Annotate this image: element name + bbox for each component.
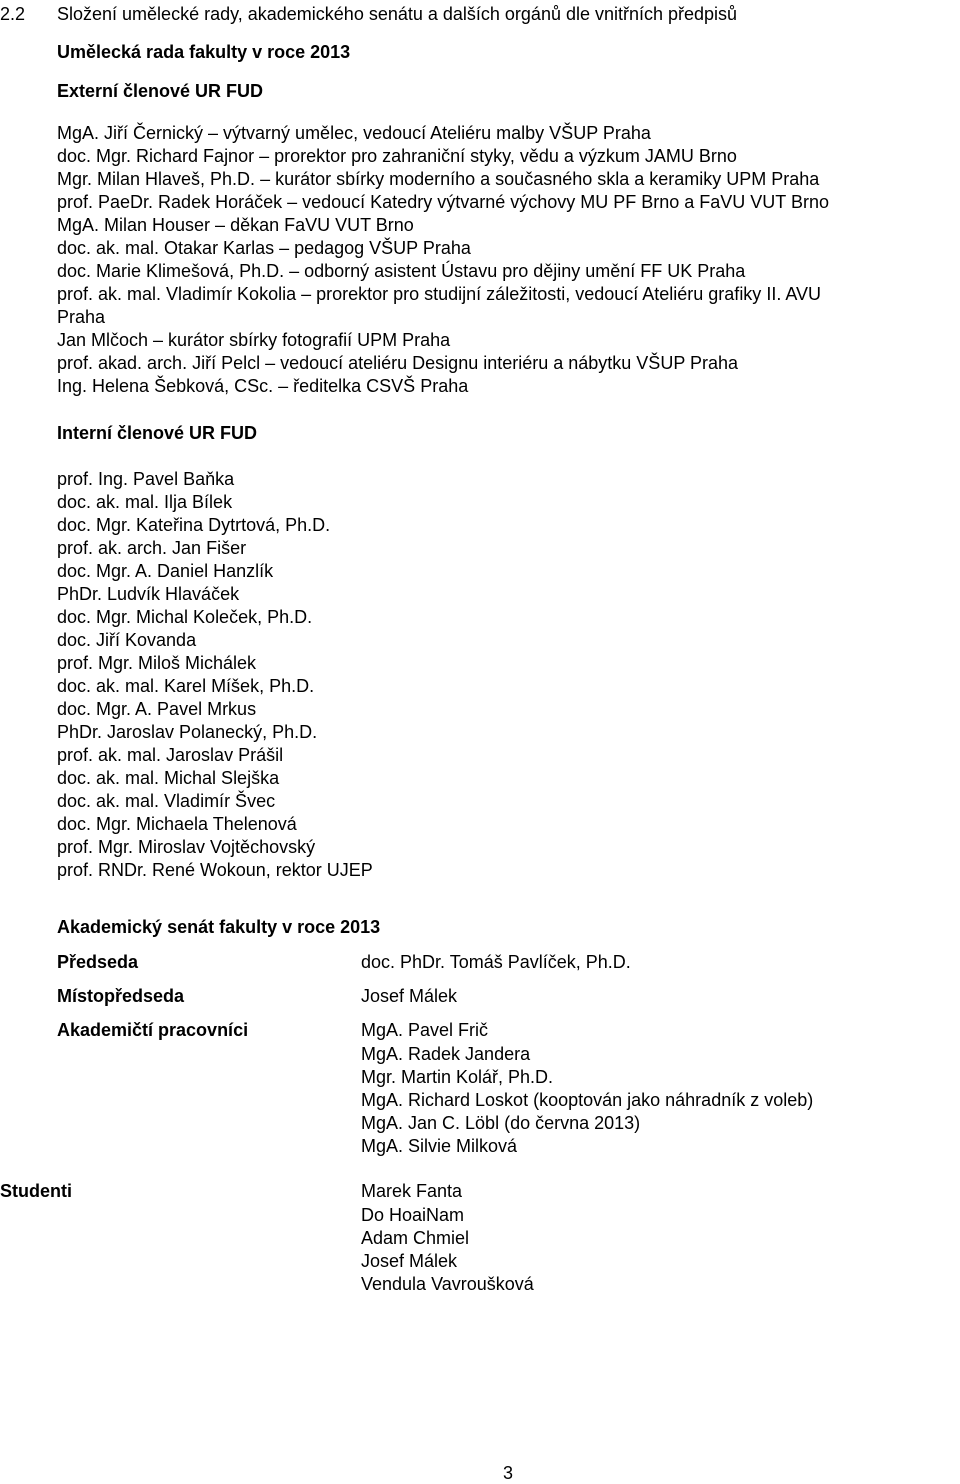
external-member-line: Jan Mlčoch – kurátor sbírky fotografií UPM Praha [57,330,451,350]
internal-member: PhDr. Ludvík Hlaváček [57,584,240,604]
internal-member: doc. Mgr. A. Daniel Hanzlík [57,561,274,581]
external-member-line: prof. akad. arch. Jiří Pelcl – vedoucí ateliéru Designu interiéru a nábytku VŠUP Praha [57,353,739,373]
section-number: 2.2 [0,4,26,24]
academic-staff-member: MgA. Silvie Milková [361,1136,518,1156]
art-council-heading: Umělecká rada fakulty v roce 2013 [57,42,351,62]
academic-staff-member: MgA. Radek Jandera [361,1044,531,1064]
external-member-line: doc. Marie Klimešová, Ph.D. – odborný asistent Ústavu pro dějiny umění FF UK Praha [57,261,746,281]
internal-member: prof. ak. mal. Jaroslav Prášil [57,745,284,765]
internal-member: doc. ak. mal. Ilja Bílek [57,492,233,512]
student-member: Adam Chmiel [361,1228,470,1248]
internal-member: doc. ak. mal. Michal Slejška [57,768,280,788]
academic-staff-member: Mgr. Martin Kolář, Ph.D. [361,1067,554,1087]
external-member-line: prof. PaeDr. Radek Horáček – vedoucí Katedry výtvarné výchovy MU PF Brno a FaVU VUT Brno [57,192,829,212]
external-member-line: MgA. Milan Houser – děkan FaVU VUT Brno [57,215,414,235]
student-member: Josef Málek [361,1251,458,1271]
internal-member: prof. RNDr. René Wokoun, rektor UJEP [57,860,373,880]
internal-member: doc. ak. mal. Vladimír Švec [57,791,276,811]
vice-chair-label: Místopředseda [57,986,185,1006]
internal-member: prof. Mgr. Miloš Michálek [57,653,257,673]
academic-staff-member: MgA. Pavel Frič [361,1020,489,1040]
internal-member: doc. Jiří Kovanda [57,630,197,650]
external-member-line: MgA. Jiří Černický – výtvarný umělec, vedoucí Ateliéru malby VŠUP Praha [57,123,651,143]
internal-member: doc. Mgr. Michaela Thelenová [57,814,297,834]
internal-member: doc. Mgr. Kateřina Dytrtová, Ph.D. [57,515,331,535]
section-title: Složení umělecké rady, akademického senátu a dalších orgánů dle vnitřních předpisů [57,4,738,24]
internal-member: prof. Mgr. Miroslav Vojtěchovský [57,837,316,857]
external-member-line: doc. Mgr. Richard Fajnor – prorektor pro zahraniční styky, vědu a výzkum JAMU Brno [57,146,737,166]
internal-member: prof. ak. arch. Jan Fišer [57,538,247,558]
academic-staff-label: Akademičtí pracovníci [57,1020,249,1040]
student-member: Do HoaiNam [361,1205,465,1225]
senate-heading: Akademický senát fakulty v roce 2013 [57,917,381,937]
external-member-line: prof. ak. mal. Vladimír Kokolia – prorektor pro studijní záležitosti, vedoucí Ateliéru grafiky II. AVU [57,284,821,304]
internal-member: doc. Mgr. A. Pavel Mrkus [57,699,257,719]
page-number: 3 [503,1463,514,1483]
internal-member: doc. ak. mal. Karel Míšek, Ph.D. [57,676,315,696]
external-member-line: doc. ak. mal. Otakar Karlas – pedagog VŠUP Praha [57,238,471,258]
chair-label: Předseda [57,952,139,972]
internal-member: doc. Mgr. Michal Koleček, Ph.D. [57,607,313,627]
internal-member: PhDr. Jaroslav Polanecký, Ph.D. [57,722,318,742]
students-label: Studenti [0,1181,72,1201]
academic-staff-member: MgA. Jan C. Löbl (do června 2013) [361,1113,641,1133]
external-member-line: Praha [57,307,106,327]
internal-members-heading: Interní členové UR FUD [57,423,258,443]
external-member-line: Mgr. Milan Hlaveš, Ph.D. – kurátor sbírky moderního a současného skla a keramiky UPM Praha [57,169,820,189]
external-members-heading: Externí členové UR FUD [57,81,264,101]
vice-chair-name: Josef Málek [361,986,458,1006]
academic-staff-member: MgA. Richard Loskot (kooptován jako náhradník z voleb) [361,1090,814,1110]
internal-member: prof. Ing. Pavel Baňka [57,469,235,489]
student-member: Vendula Vavroušková [361,1274,534,1294]
external-member-line: Ing. Helena Šebková, CSc. – ředitelka CSVŠ Praha [57,376,469,396]
student-member: Marek Fanta [361,1181,463,1201]
chair-name: doc. PhDr. Tomáš Pavlíček, Ph.D. [361,952,631,972]
